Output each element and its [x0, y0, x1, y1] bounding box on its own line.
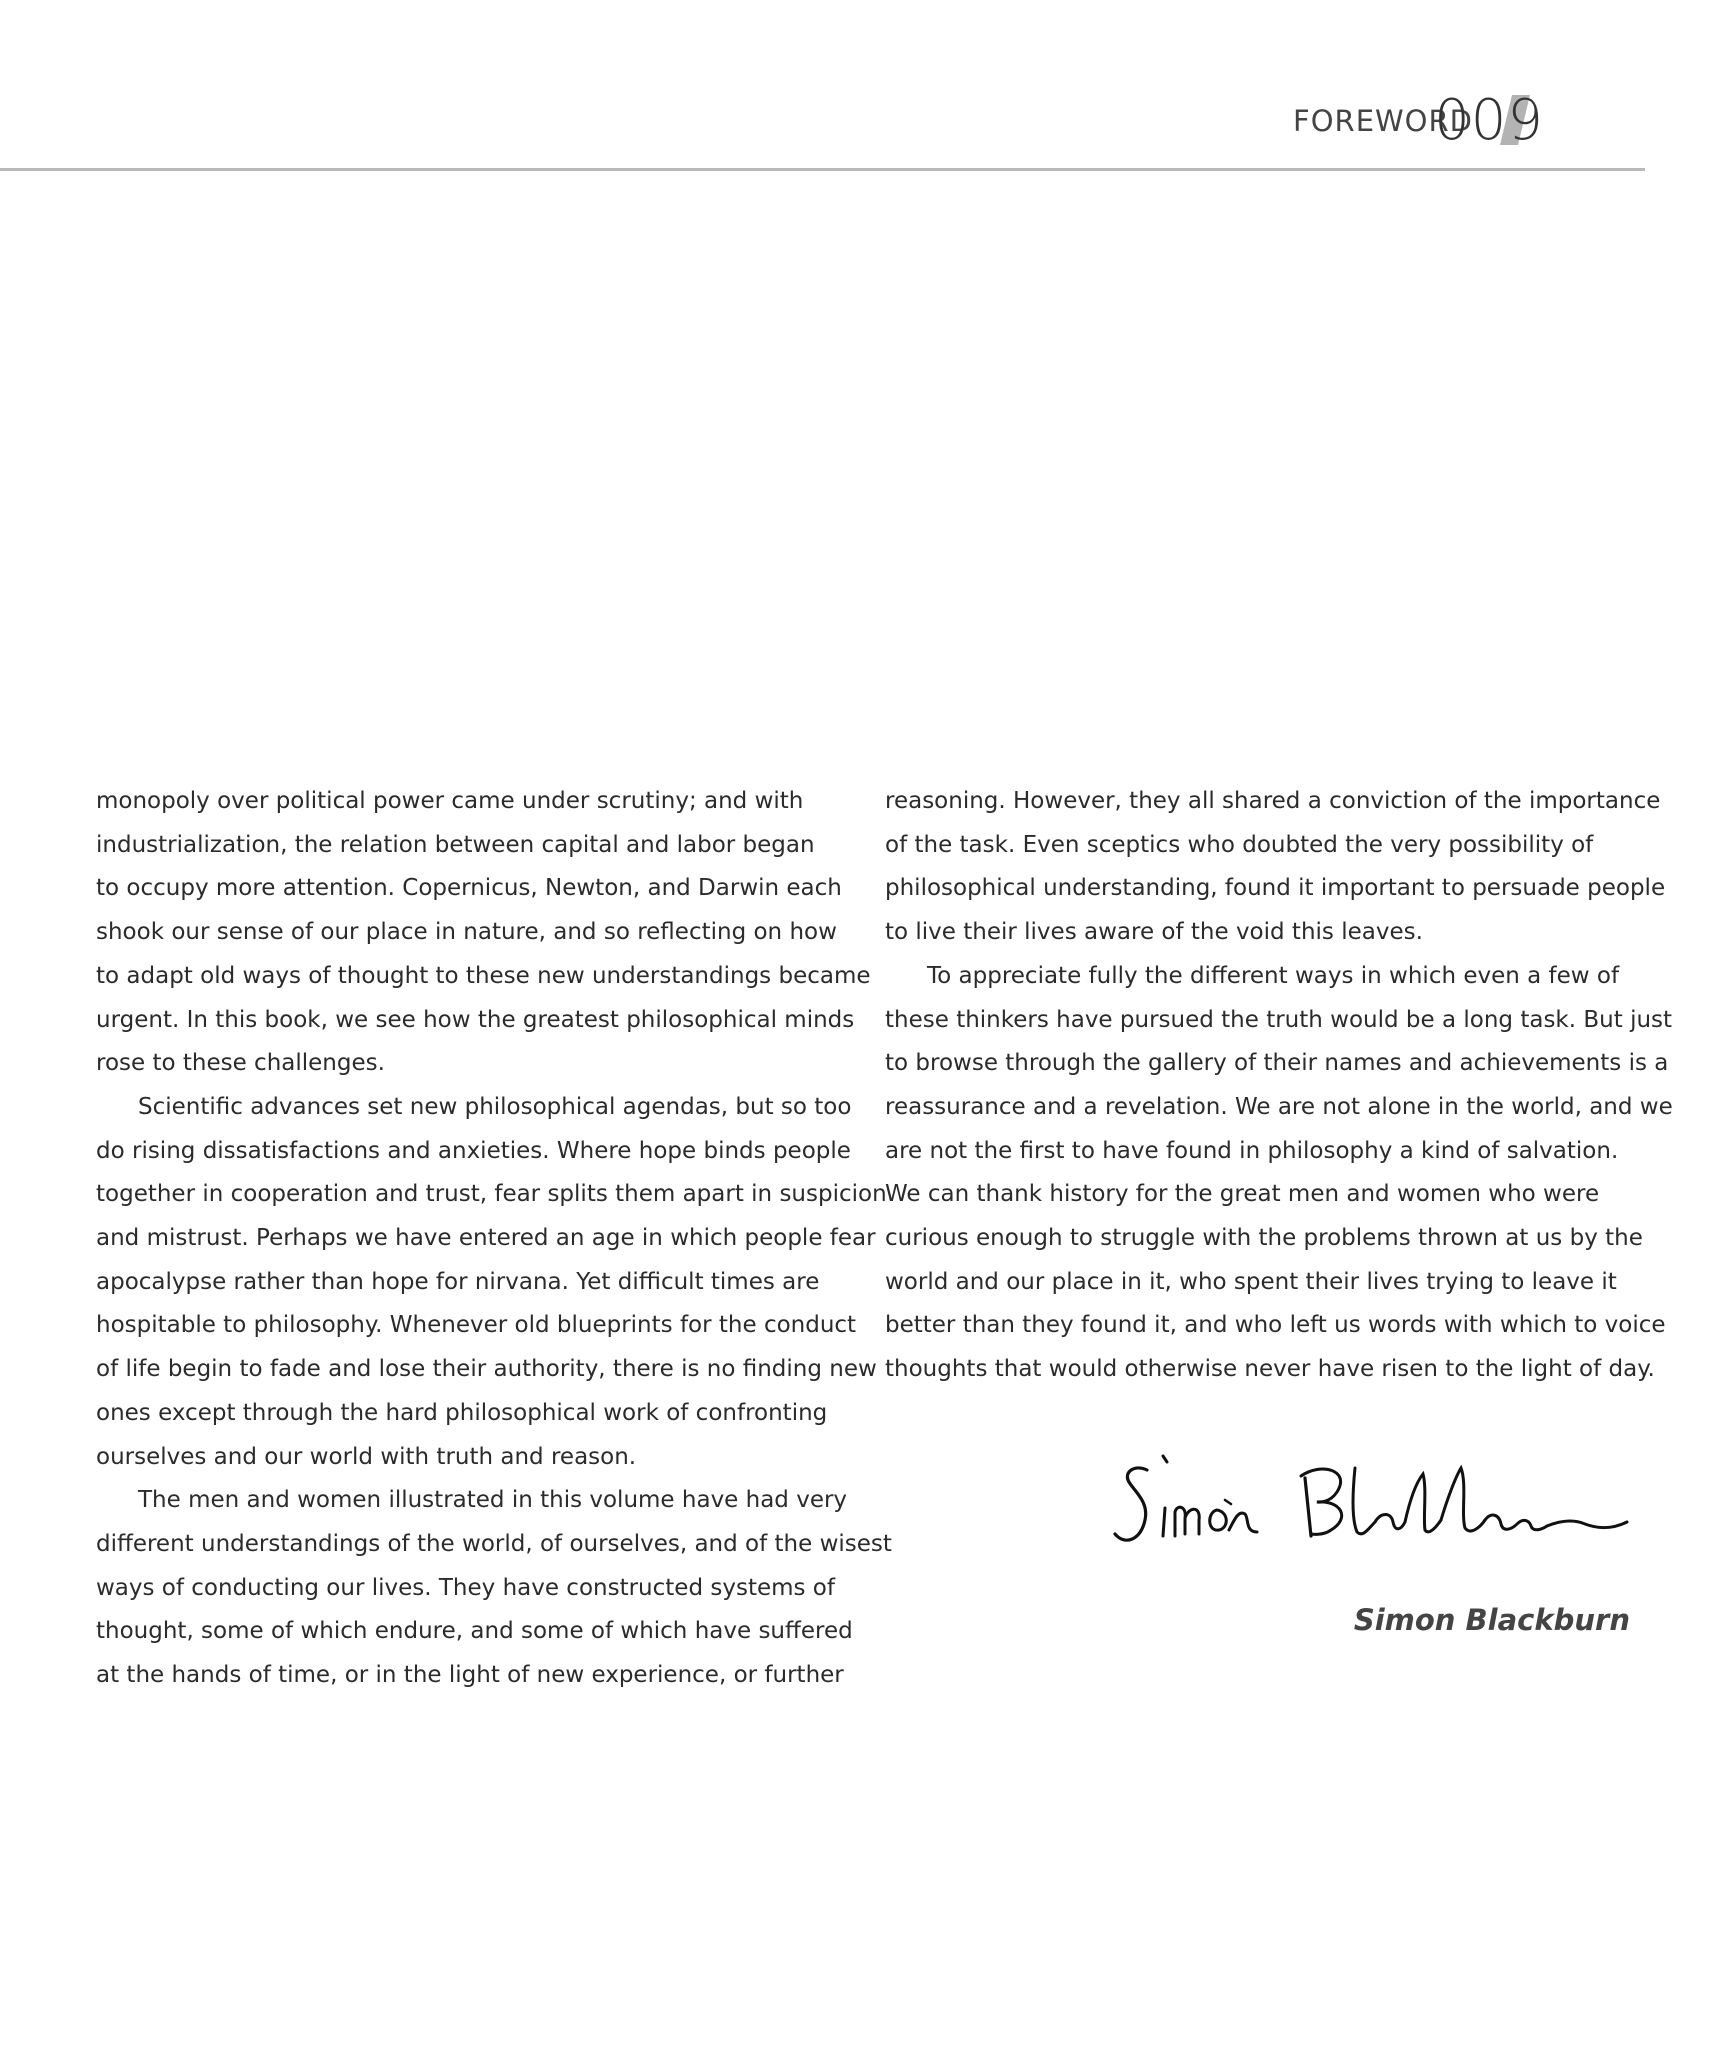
left-column-line: ourselves and our world with truth and reason.: [96, 1443, 637, 1470]
page-number: 009: [1434, 88, 1544, 153]
right-column-line: thoughts that would otherwise never have risen to the light of day.: [885, 1356, 1655, 1383]
right-column-line: of the task. Even sceptics who doubted the very possibility of: [885, 831, 1594, 858]
left-column-line: Scientific advances set new philosophical agendas, but so too: [138, 1093, 852, 1120]
left-column-line: do rising dissatisfactions and anxieties. Where hope binds people: [96, 1137, 851, 1164]
left-column-line: thought, some of which endure, and some of which have suffered: [96, 1618, 853, 1645]
left-column-line: of life begin to fade and lose their authority, there is no finding new: [96, 1356, 877, 1383]
left-column-line: rose to these challenges.: [96, 1050, 385, 1077]
left-column-line: ways of conducting our lives. They have constructed systems of: [96, 1574, 835, 1601]
signer-name: Simon Blackburn: [1353, 1603, 1630, 1637]
right-column-line: world and our place in it, who spent their lives trying to leave it: [885, 1268, 1617, 1295]
left-column-line: shook our sense of our place in nature, and so reflecting on how: [96, 919, 837, 946]
page-header: [0, 0, 1645, 171]
left-column-line: The men and women illustrated in this volume have had very: [138, 1487, 848, 1514]
left-column-line: monopoly over political power came under scrutiny; and with: [96, 788, 804, 814]
left-column-line: and mistrust. Perhaps we have entered an age in which people fear: [96, 1225, 876, 1252]
handwritten-signature: [1105, 1448, 1635, 1578]
right-column-line: are not the first to have found in philosophy a kind of salvation.: [885, 1137, 1619, 1164]
left-column-line: urgent. In this book, we see how the greatest philosophical minds: [96, 1006, 855, 1033]
left-column-line: to occupy more attention. Copernicus, Newton, and Darwin each: [96, 875, 842, 902]
right-column-line: better than they found it, and who left us words with which to voice: [885, 1312, 1666, 1339]
left-column-line: different understandings of the world, of ourselves, and of the wisest: [96, 1530, 892, 1557]
left-column-line: hospitable to philosophy. Whenever old blueprints for the conduct: [96, 1312, 857, 1339]
right-column-line: To appreciate fully the different ways in which even a few of: [927, 962, 1620, 989]
left-text-column: [96, 780, 892, 1698]
right-column-line: reassurance and a revelation. We are not alone in the world, and we: [885, 1093, 1673, 1120]
section-title: FOREWORD: [1293, 104, 1473, 138]
left-column-line: to adapt old ways of thought to these new understandings became: [96, 962, 871, 989]
right-column-line: to live their lives aware of the void this leaves.: [885, 919, 1423, 946]
right-text-column: [885, 780, 1673, 1392]
left-column-line: at the hands of time, or in the light of new experience, or further: [96, 1662, 844, 1689]
left-column-line: apocalypse rather than hope for nirvana. Yet difficult times are: [96, 1268, 820, 1295]
right-column-line: We can thank history for the great men and women who were: [885, 1181, 1600, 1208]
left-column-line: ones except through the hard philosophical work of confronting: [96, 1399, 828, 1426]
right-column-line: curious enough to struggle with the problems thrown at us by the: [885, 1225, 1643, 1252]
right-column-line: philosophical understanding, found it important to persuade people: [885, 875, 1666, 902]
right-column-line: to browse through the gallery of their names and achievements is a: [885, 1050, 1669, 1077]
right-column-line: reasoning. However, they all shared a conviction of the importance: [885, 788, 1661, 814]
left-column-line: together in cooperation and trust, fear splits them apart in suspicion: [96, 1181, 887, 1208]
left-column-line: industrialization, the relation between capital and labor began: [96, 831, 815, 858]
right-column-line: these thinkers have pursued the truth would be a long task. But just: [885, 1006, 1673, 1033]
